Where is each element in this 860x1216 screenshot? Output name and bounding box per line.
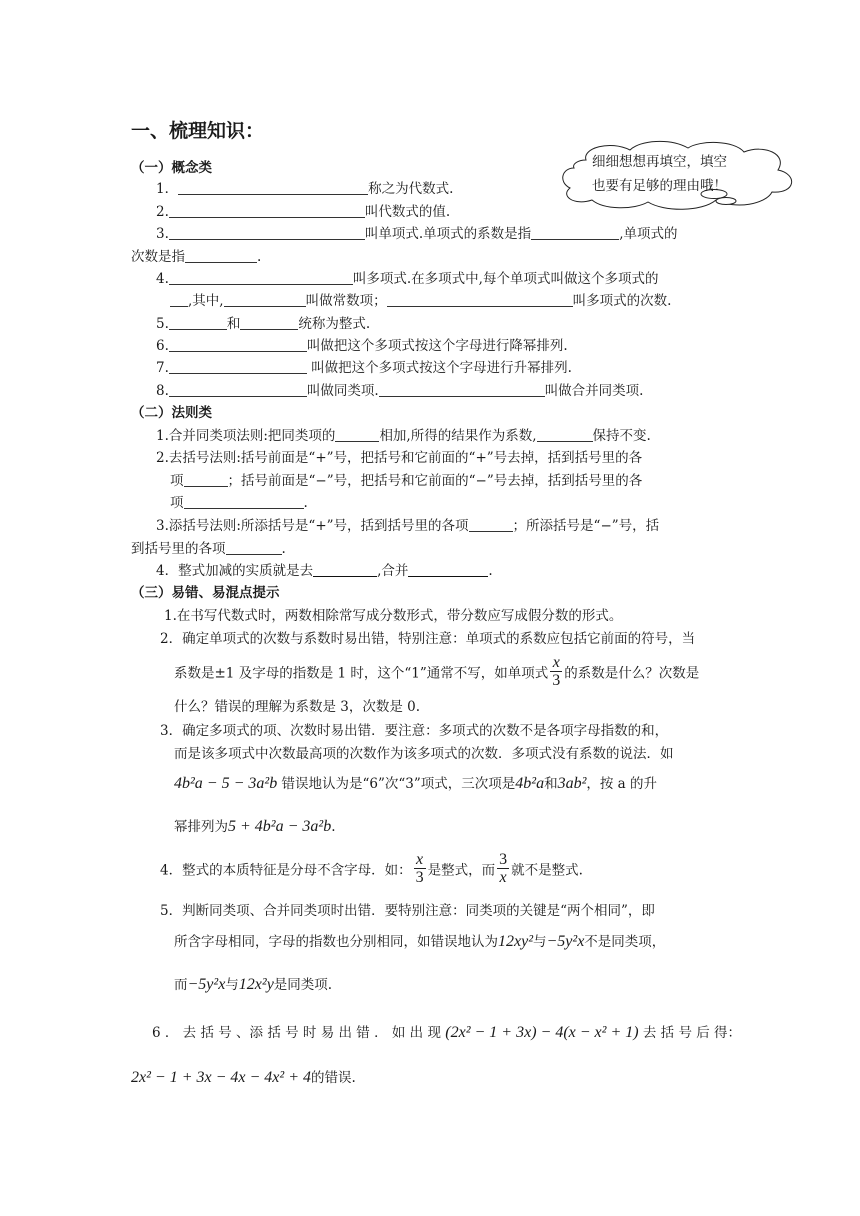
math-expression: 5 + 4b²a − 3a²b: [228, 818, 332, 835]
blank: [224, 293, 306, 307]
pitfall-5-line-2: 所含字母相同，字母的指数也分别相同，如错误地认为12xy²与−5y²x不是同类项，: [174, 933, 666, 950]
blank: [170, 293, 188, 307]
section-title-concepts: （一）概念类: [131, 160, 212, 176]
blank: [387, 293, 573, 307]
math-expression: (2x² − 1 + 3x) − 4(x − x² + 1): [445, 1024, 639, 1041]
pitfall-2-line-3: 什么？错误的理解为系数是 3，次数是 0.: [174, 699, 421, 715]
blank: [178, 181, 368, 195]
fraction-3-over-x: $\frac{3}{x}$: [499, 851, 508, 886]
math-expression: 4b²a: [515, 775, 545, 792]
section-title-pitfalls: （三）易错、易混点提示: [131, 585, 280, 601]
math-expression: 12x²y: [238, 976, 274, 993]
math-expression: 12xy²: [498, 933, 533, 950]
rule-2-line-2: 项 ；括号前面是“−”号，把括号和它前面的“−”号去掉，括到括号里的各: [170, 473, 643, 489]
pitfall-3-line-3: 4b²a − 5 − 3a²b 错误地认为是“6”次“3”项式，三次项是4b²a和3ab²，按 a 的升: [174, 775, 658, 792]
pitfall-4: 4．整式的本质特征是分母不含字母．如： $\frac{x}{3}$ 是整式，而 $\frac{3}{x}$ 就不是整式.: [160, 851, 583, 886]
pitfall-5-line-3: 而−5y²x与12x²y是同类项.: [174, 976, 333, 993]
concept-item-3-cont: 次数是指 .: [131, 249, 262, 265]
concept-item-5: 5. 和 统称为整式.: [156, 316, 371, 332]
math-expression: −5y²x: [187, 976, 226, 993]
math-expression: 2x² − 1 + 3x − 4x − 4x² + 4: [131, 1069, 311, 1086]
page-heading: 一、梳理知识：: [131, 120, 265, 142]
math-expression: 4b²a − 5 − 3a²b: [174, 775, 278, 792]
blank: [240, 316, 298, 330]
concept-item-8: 8. 叫做同类项. 叫做合并同类项.: [156, 383, 644, 399]
blank: [169, 316, 227, 330]
pitfall-3-line-2: 而是该多项式中次数最高项的次数作为该多项式的次数．多项式没有系数的说法．如: [174, 746, 674, 762]
blank: [379, 383, 545, 397]
blank: [169, 338, 307, 352]
blank: [184, 495, 304, 509]
concept-item-7: 7. 叫做把这个多项式按这个字母进行升幂排列.: [156, 360, 572, 376]
pitfall-1: 1.在书写代数式时，两数相除常写成分数形式，带分数应写成假分数的形式。: [164, 608, 623, 624]
pitfall-3-line-1: 3．确定多项式的项、次数时易出错．要注意：多项式的次数不是各项字母指数的和，: [160, 723, 669, 739]
pitfall-3-line-4: 幂排列为5 + 4b²a − 3a²b.: [174, 818, 336, 835]
math-expression: −5y²x: [546, 933, 585, 950]
blank: [408, 563, 488, 577]
rule-2: 2.去括号法则:括号前面是“+”号，把括号和它前面的“+”号去掉，括到括号里的各: [156, 450, 643, 466]
blank: [185, 249, 257, 263]
pitfall-6-line-1: 6 ． 去 括 号 、添 括 号 时 易 出 错 ． 如 出 现 (2x² − 1 + 3x) − 4(x − x² + 1) 去 括 号 后 得：: [152, 1024, 742, 1041]
blank: [313, 563, 377, 577]
concept-item-6: 6. 叫做把这个多项式按这个字母进行降幂排列.: [156, 338, 568, 354]
rule-3: 3.添括号法则:所添括号是“+”号，括到括号里的各项 ；所添括号是“−”号，括: [156, 518, 660, 534]
concept-item-4: 4. 叫多项式.在多项式中,每个单项式叫做这个多项式的: [156, 271, 659, 287]
blank: [169, 383, 307, 397]
cloud-text-line-1: 细细想想再填空，填空: [592, 154, 727, 170]
blank: [169, 271, 353, 285]
pitfall-2-line-2: 系数是±1 及字母的指数是 1 时，这个“1”通常不写，如单项式 $\frac{x}{3}$ 的系数是什么？次数是: [174, 654, 700, 689]
blank: [169, 204, 365, 218]
fraction-x-over-3: $\frac{x}{3}$: [552, 654, 561, 689]
blank: [169, 360, 307, 374]
rule-1: 1.合并同类项法则:把同类项的 相加,所得的结果作为系数, 保持不变.: [156, 428, 651, 444]
rule-2-line-3: 项 .: [170, 495, 308, 511]
concept-item-2: 2. 叫代数式的值.: [156, 204, 451, 220]
rule-3-cont: 到括号里的各项 .: [131, 541, 286, 557]
blank: [226, 541, 282, 555]
blank: [169, 226, 365, 240]
fraction-x-over-3: $\frac{x}{3}$: [415, 851, 424, 886]
blank: [184, 473, 228, 487]
blank: [335, 428, 379, 442]
concept-item-1: 1． 称之为代数式.: [156, 181, 454, 197]
rule-4: 4．整式加减的实质就是去 ,合并 .: [156, 563, 493, 579]
pitfall-5-line-1: 5．判断同类项、合并同类项时出错．要特别注意：同类项的关键是“两个相同”，即: [160, 903, 655, 919]
concept-item-3: 3. 叫单项式.单项式的系数是指 ,单项式的: [156, 226, 678, 242]
section-title-rules: （二）法则类: [131, 405, 212, 421]
pitfall-6-line-2: 2x² − 1 + 3x − 4x − 4x² + 4的错误.: [131, 1069, 356, 1086]
blank: [531, 226, 619, 240]
cloud-text-line-2: 也要有足够的理由哦！: [592, 178, 727, 194]
pitfall-2-line-1: 2．确定单项式的次数与系数时易出错，特别注意：单项式的系数应包括它前面的符号，当: [160, 631, 696, 647]
concept-item-4-cont: ,其中, 叫做常数项； 叫多项式的次数.: [170, 289, 671, 309]
blank: [537, 428, 593, 442]
blank: [469, 518, 513, 532]
math-expression: 3ab²: [557, 775, 587, 792]
